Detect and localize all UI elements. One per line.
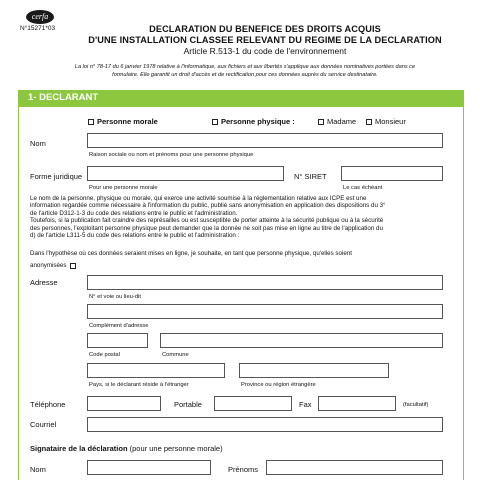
adresse-label: Adresse xyxy=(30,278,58,287)
forme-juridique-hint: Pour une personne morale xyxy=(89,185,158,191)
courriel-label: Courriel xyxy=(30,420,57,429)
option-personne-morale-label: Personne morale xyxy=(97,117,158,126)
cerfa-logo: cerfa xyxy=(26,10,54,24)
option-madame-label: Madame xyxy=(327,117,357,126)
publication-notice-2-line3: d) de l'article L311-5 du code des relations entre le public et l'administration : xyxy=(30,232,240,240)
code-postal-hint: Code postal xyxy=(89,352,120,358)
fax-facultatif: (facultatif) xyxy=(403,402,429,408)
telephone-input[interactable] xyxy=(87,396,161,411)
cerfa-number: N°15271*03 xyxy=(20,25,56,32)
anonymisees-label: anonymisées xyxy=(30,262,67,269)
telephone-label: Téléphone xyxy=(30,400,66,409)
signataire-prenoms-input[interactable] xyxy=(266,460,443,475)
signataire-heading-rest: (pour une personne morale) xyxy=(127,444,223,453)
fax-input[interactable] xyxy=(318,396,396,411)
fax-label: Fax xyxy=(299,400,312,409)
publication-notice-2-line2: des personnes, l'exploitant personne physique peut demander que la donnée ne soit pas mise en ligne au titre de l'application du xyxy=(30,224,383,232)
signataire-heading-bold: Signataire de la déclaration xyxy=(30,444,128,453)
signataire-nom-input[interactable] xyxy=(87,460,211,475)
option-personne-physique[interactable] xyxy=(212,117,295,126)
adresse-voie-hint: N° et voie ou lieu-dit xyxy=(89,294,141,300)
nom-input[interactable] xyxy=(87,133,443,148)
publication-notice-1-line2: information regardée comme nécessaire à l'information du public, publié sans anonymisation en application des dispositions du 3° xyxy=(30,202,386,210)
commune-input[interactable] xyxy=(160,333,443,348)
checkbox-icon[interactable] xyxy=(366,119,372,125)
signataire-nom-label: Nom xyxy=(30,465,46,474)
form-article: Article R.513-1 du code de l'environnement xyxy=(183,46,347,56)
nom-hint: Raison sociale ou nom et prénoms pour une personne physique xyxy=(89,152,254,158)
commune-hint: Commune xyxy=(162,352,189,358)
option-monsieur[interactable] xyxy=(366,117,406,126)
forme-juridique-label: Forme juridique xyxy=(30,172,83,181)
publication-notice-1-line3: de l'article D312-1-3 du code des relations entre le public et l'administration. xyxy=(30,209,238,217)
courriel-input[interactable] xyxy=(87,417,443,432)
option-madame[interactable] xyxy=(318,117,356,126)
law-notice-line1: La loi n° 78-17 du 6 janvier 1978 relative à l'informatique, aux fichiers et aux libertés s'applique aux données nominatives portées dans ce xyxy=(74,64,416,70)
province-input[interactable] xyxy=(239,363,389,378)
publication-notice-1 xyxy=(30,195,458,239)
publication-notice-2-line1: Toutefois, si la publication fait craindre des représailles ou est susceptible de porter atteinte à la sécurité publique ou à la sécurité xyxy=(30,217,384,225)
publication-notice-1-line1: Le nom de la personne, physique ou morale, qui exerce une activité soumise à la réglementation relative aux ICPE est une xyxy=(30,195,367,202)
option-personne-morale[interactable] xyxy=(88,117,158,126)
checkbox-icon[interactable] xyxy=(70,263,76,269)
portable-input[interactable] xyxy=(214,396,292,411)
signataire-heading xyxy=(30,444,223,453)
option-monsieur-label: Monsieur xyxy=(375,117,406,126)
pays-input[interactable] xyxy=(87,363,225,378)
checkbox-icon[interactable] xyxy=(88,119,94,125)
siret-label: N° SIRET xyxy=(294,172,327,181)
province-hint: Province ou région étrangère xyxy=(241,382,316,388)
siret-input[interactable] xyxy=(341,166,443,181)
adresse-voie-input[interactable] xyxy=(87,275,443,290)
forme-juridique-input[interactable] xyxy=(87,166,284,181)
adresse-complement-input[interactable] xyxy=(87,304,443,319)
option-anonymisees[interactable] xyxy=(30,262,79,269)
form-title-line1: DECLARATION DU BENEFICE DES DROITS ACQUIS xyxy=(149,24,381,34)
law-notice-line2: formulaire. Elle garantit un droit d'accès et de rectification pour ces données auprès du service destinataire. xyxy=(112,72,378,78)
siret-hint: Le cas échéant xyxy=(343,185,383,191)
nom-label: Nom xyxy=(30,139,46,148)
portable-label: Portable xyxy=(174,400,202,409)
form-title-line2: D'UNE INSTALLATION CLASSEE RELEVANT DU REGIME DE LA DECLARATION xyxy=(88,35,442,45)
pays-hint: Pays, si le déclarant réside à l'étranger xyxy=(89,382,189,388)
signataire-prenoms-label: Prénoms xyxy=(228,465,259,474)
section-declarant-header: 1- DECLARANT xyxy=(18,90,464,106)
checkbox-icon[interactable] xyxy=(318,119,324,125)
option-personne-physique-label: Personne physique : xyxy=(221,117,295,126)
adresse-complement-hint: Complément d'adresse xyxy=(89,323,149,329)
checkbox-icon[interactable] xyxy=(212,119,218,125)
anonymisation-notice: Dans l'hypothèse où ces données seraient mises en ligne, je souhaite, en tant que personne physique, qu'elles soient xyxy=(30,250,352,257)
code-postal-input[interactable] xyxy=(87,333,148,348)
